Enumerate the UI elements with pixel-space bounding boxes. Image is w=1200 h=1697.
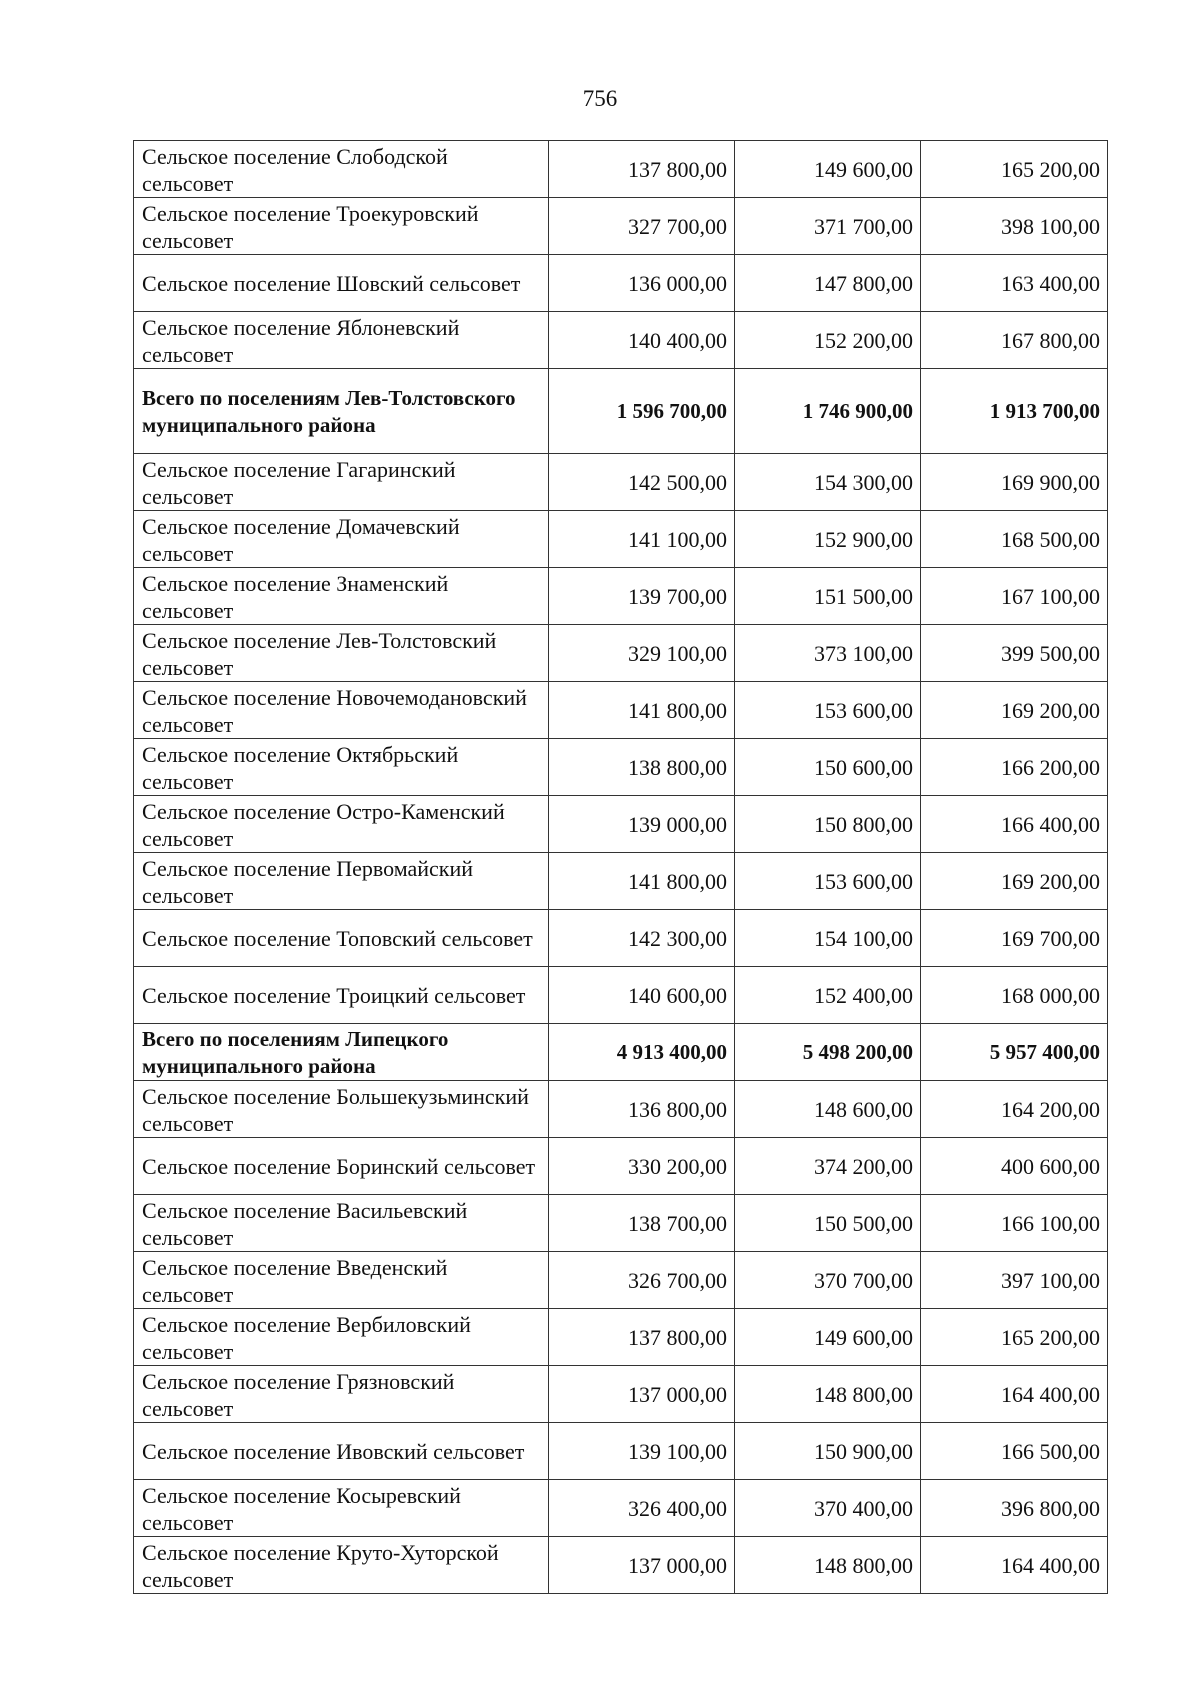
- table-row: [134, 853, 1108, 910]
- value-year-2: 150 800,00: [735, 796, 921, 853]
- value-year-2: 154 100,00: [735, 910, 921, 967]
- value-year-1: 139 100,00: [549, 1423, 735, 1480]
- value-year-1: 137 800,00: [549, 1309, 735, 1366]
- settlement-name: Сельское поселение Большекузьминский сельсовет: [134, 1081, 549, 1138]
- value-year-1: 141 100,00: [549, 511, 735, 568]
- table-row: [134, 568, 1108, 625]
- value-year-1: 139 700,00: [549, 568, 735, 625]
- value-year-2: 371 700,00: [735, 198, 921, 255]
- value-year-3: 166 100,00: [921, 1195, 1108, 1252]
- value-year-1: 141 800,00: [549, 682, 735, 739]
- value-year-2: 150 900,00: [735, 1423, 921, 1480]
- value-year-1: 140 600,00: [549, 967, 735, 1024]
- value-year-1: 138 800,00: [549, 739, 735, 796]
- district-total-row: [134, 369, 1108, 454]
- total-year-3: 1 913 700,00: [921, 369, 1108, 454]
- value-year-2: 370 400,00: [735, 1480, 921, 1537]
- table-row: [134, 312, 1108, 369]
- settlement-name: Сельское поселение Остро-Каменский сельсовет: [134, 796, 549, 853]
- value-year-1: 138 700,00: [549, 1195, 735, 1252]
- table-row: [134, 198, 1108, 255]
- settlement-name: Сельское поселение Новочемодановский сельсовет: [134, 682, 549, 739]
- value-year-1: 329 100,00: [549, 625, 735, 682]
- value-year-3: 166 500,00: [921, 1423, 1108, 1480]
- value-year-3: 396 800,00: [921, 1480, 1108, 1537]
- value-year-3: 167 100,00: [921, 568, 1108, 625]
- value-year-3: 164 400,00: [921, 1537, 1108, 1594]
- value-year-2: 153 600,00: [735, 853, 921, 910]
- value-year-1: 326 400,00: [549, 1480, 735, 1537]
- value-year-2: 373 100,00: [735, 625, 921, 682]
- settlement-name: Сельское поселение Лев-Толстовский сельсовет: [134, 625, 549, 682]
- settlement-name: Сельское поселение Троекуровский сельсовет: [134, 198, 549, 255]
- table-row: [134, 1252, 1108, 1309]
- settlement-name: Сельское поселение Косыревский сельсовет: [134, 1480, 549, 1537]
- settlement-name: Сельское поселение Васильевский сельсовет: [134, 1195, 549, 1252]
- table-row: [134, 1366, 1108, 1423]
- table-row: [134, 1195, 1108, 1252]
- district-total-label: Всего по поселениям Липецкого муниципального района: [134, 1024, 549, 1081]
- value-year-2: 152 400,00: [735, 967, 921, 1024]
- page-number: 756: [582, 86, 618, 111]
- value-year-1: 327 700,00: [549, 198, 735, 255]
- settlement-name: Сельское поселение Троицкий сельсовет: [134, 967, 549, 1024]
- table-row: [134, 1480, 1108, 1537]
- value-year-2: 150 500,00: [735, 1195, 921, 1252]
- value-year-3: 163 400,00: [921, 255, 1108, 312]
- value-year-3: 169 700,00: [921, 910, 1108, 967]
- value-year-3: 166 200,00: [921, 739, 1108, 796]
- value-year-2: 152 200,00: [735, 312, 921, 369]
- value-year-2: 370 700,00: [735, 1252, 921, 1309]
- table-row: [134, 141, 1108, 198]
- total-year-3: 5 957 400,00: [921, 1024, 1108, 1081]
- value-year-2: 149 600,00: [735, 141, 921, 198]
- value-year-1: 140 400,00: [549, 312, 735, 369]
- value-year-3: 164 400,00: [921, 1366, 1108, 1423]
- value-year-3: 166 400,00: [921, 796, 1108, 853]
- value-year-2: 374 200,00: [735, 1138, 921, 1195]
- value-year-1: 137 000,00: [549, 1366, 735, 1423]
- value-year-3: 399 500,00: [921, 625, 1108, 682]
- table-row: [134, 910, 1108, 967]
- settlement-name: Сельское поселение Яблоневский сельсовет: [134, 312, 549, 369]
- settlement-name: Сельское поселение Боринский сельсовет: [134, 1138, 549, 1195]
- settlement-name: Сельское поселение Домачевский сельсовет: [134, 511, 549, 568]
- value-year-3: 400 600,00: [921, 1138, 1108, 1195]
- table-row: [134, 511, 1108, 568]
- settlement-name: Сельское поселение Шовский сельсовет: [134, 255, 549, 312]
- value-year-1: 139 000,00: [549, 796, 735, 853]
- value-year-1: 137 000,00: [549, 1537, 735, 1594]
- total-year-1: 4 913 400,00: [549, 1024, 735, 1081]
- value-year-3: 165 200,00: [921, 1309, 1108, 1366]
- settlement-name: Сельское поселение Введенский сельсовет: [134, 1252, 549, 1309]
- value-year-2: 149 600,00: [735, 1309, 921, 1366]
- district-total-label: Всего по поселениям Лев-Толстовского муниципального района: [134, 369, 549, 454]
- value-year-3: 164 200,00: [921, 1081, 1108, 1138]
- total-year-1: 1 596 700,00: [549, 369, 735, 454]
- table-row: [134, 1138, 1108, 1195]
- value-year-3: 398 100,00: [921, 198, 1108, 255]
- settlement-name: Сельское поселение Слободской сельсовет: [134, 141, 549, 198]
- budget-table: [133, 140, 1108, 1594]
- district-total-row: [134, 1024, 1108, 1081]
- value-year-2: 148 800,00: [735, 1537, 921, 1594]
- total-year-2: 5 498 200,00: [735, 1024, 921, 1081]
- table-row: [134, 625, 1108, 682]
- value-year-1: 136 800,00: [549, 1081, 735, 1138]
- value-year-2: 153 600,00: [735, 682, 921, 739]
- settlement-name: Сельское поселение Топовский сельсовет: [134, 910, 549, 967]
- value-year-3: 168 000,00: [921, 967, 1108, 1024]
- settlement-name: Сельское поселение Грязновский сельсовет: [134, 1366, 549, 1423]
- settlement-name: Сельское поселение Октябрьский сельсовет: [134, 739, 549, 796]
- table-row: [134, 1423, 1108, 1480]
- table-row: [134, 739, 1108, 796]
- value-year-2: 150 600,00: [735, 739, 921, 796]
- value-year-3: 169 200,00: [921, 682, 1108, 739]
- settlement-name: Сельское поселение Вербиловский сельсовет: [134, 1309, 549, 1366]
- table-row: [134, 1081, 1108, 1138]
- value-year-2: 148 600,00: [735, 1081, 921, 1138]
- value-year-1: 326 700,00: [549, 1252, 735, 1309]
- value-year-1: 142 500,00: [549, 454, 735, 511]
- value-year-1: 137 800,00: [549, 141, 735, 198]
- table-row: [134, 796, 1108, 853]
- settlement-name: Сельское поселение Первомайский сельсовет: [134, 853, 549, 910]
- value-year-3: 169 900,00: [921, 454, 1108, 511]
- settlement-name: Сельское поселение Знаменский сельсовет: [134, 568, 549, 625]
- table-row: [134, 454, 1108, 511]
- value-year-1: 330 200,00: [549, 1138, 735, 1195]
- value-year-3: 167 800,00: [921, 312, 1108, 369]
- value-year-3: 397 100,00: [921, 1252, 1108, 1309]
- value-year-1: 141 800,00: [549, 853, 735, 910]
- value-year-3: 169 200,00: [921, 853, 1108, 910]
- settlement-name: Сельское поселение Гагаринский сельсовет: [134, 454, 549, 511]
- value-year-1: 142 300,00: [549, 910, 735, 967]
- settlement-name: Сельское поселение Круто-Хуторской сельсовет: [134, 1537, 549, 1594]
- table-row: [134, 255, 1108, 312]
- value-year-2: 152 900,00: [735, 511, 921, 568]
- value-year-2: 151 500,00: [735, 568, 921, 625]
- table-row: [134, 967, 1108, 1024]
- table-row: [134, 682, 1108, 739]
- value-year-3: 165 200,00: [921, 141, 1108, 198]
- total-year-2: 1 746 900,00: [735, 369, 921, 454]
- value-year-1: 136 000,00: [549, 255, 735, 312]
- value-year-2: 148 800,00: [735, 1366, 921, 1423]
- table-row: [134, 1309, 1108, 1366]
- settlement-name: Сельское поселение Ивовский сельсовет: [134, 1423, 549, 1480]
- table-row: [134, 1537, 1108, 1594]
- value-year-2: 147 800,00: [735, 255, 921, 312]
- value-year-3: 168 500,00: [921, 511, 1108, 568]
- value-year-2: 154 300,00: [735, 454, 921, 511]
